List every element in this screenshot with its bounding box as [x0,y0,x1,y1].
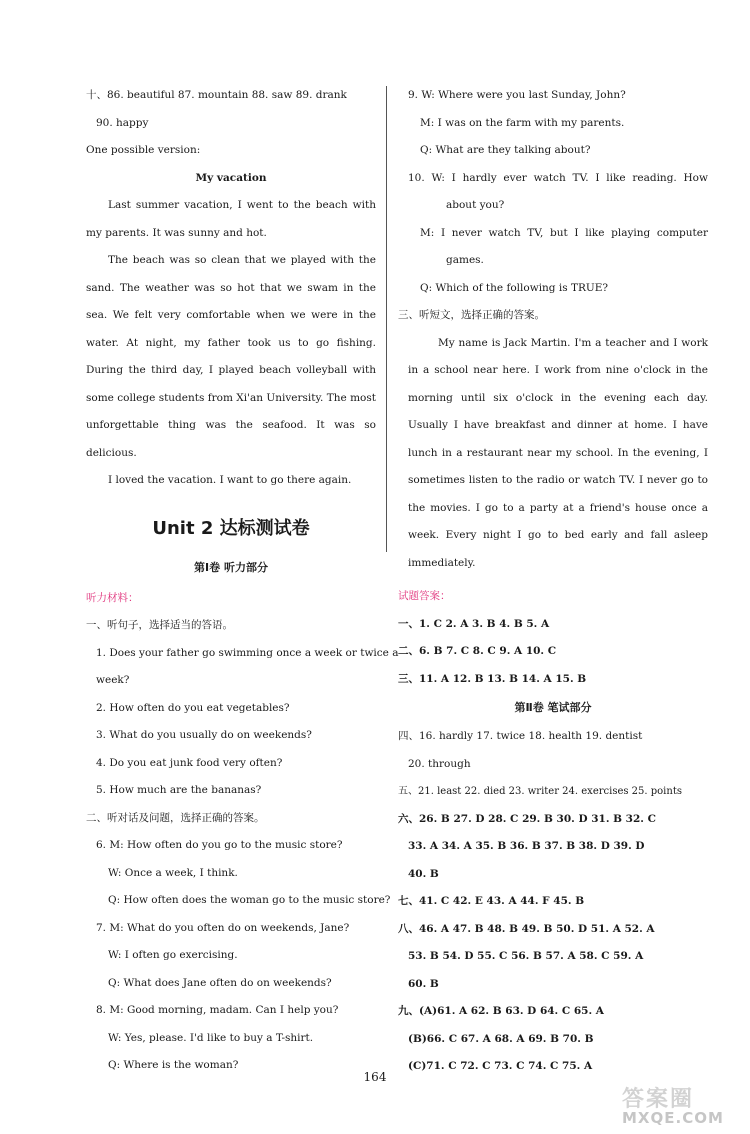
answers-section-6c: 40. B [408,867,439,880]
watermark-bottom: MXQE.COM [622,1109,724,1127]
section3-title: 三、听短文，选择正确的答案。 [398,309,545,321]
watermark-logo [622,1082,742,1130]
question-6-man: 6. M: How often do you go to the music store? [96,839,343,851]
question-7-man: 7. M: What do you often do on weekends, Jane? [96,921,350,934]
question-10-woman-b: about you? [446,199,505,211]
essay-paragraph-2: The beach was so clean that we played with the sand. The weather was so hot that we swam in the sea. We felt very comfortable when we were in the water. At night, my father took us to go fishing. During the third day, I played beach volleyball with some college students from Xi'an University. The most unforgettable thing was the seafood. It was so delicious. [86,254,376,459]
answers-section-9b: (B)66. C 67. A 68. A 69. B 70. B [408,1032,594,1045]
possible-version-label: One possible version: [86,144,201,156]
question-10-question: Q: Which of the following is TRUE? [420,281,609,294]
part2-title: 第Ⅱ卷 笔试部分 [514,701,592,714]
answers-section-8c: 60. B [408,977,439,990]
watermark-top: 答案圈 [622,1087,695,1112]
answers-section-6a: 六、26. B 27. D 28. C 29. B 30. D 31. B 32. C [398,812,656,825]
question-6-woman: W: Once a week, I think. [108,866,238,879]
part1-title: 第Ⅰ卷 听力部分 [194,560,268,574]
question-4: 4. Do you eat junk food very often? [96,756,283,769]
answers-section-5: 五、21. least 22. died 23. writer 24. exercises 25. points [398,786,682,797]
listening-passage: My name is Jack Martin. I'm a teacher and I work in a school near here. I work from nine o'clock in the morning until six o'clock in the evening each day. Usually I have breakfast and dinner at home. I have lunch in a restaurant near my school. In the evening, I sometimes listen to the radio or watch TV. I never go to the movies. I go to a party at a friend's house once a week. Every night I go to bed early and fall asleep immediately. [408,336,708,569]
answers-section-3: 三、11. A 12. B 13. B 14. A 15. B [398,672,587,685]
answers-ten-line1: 十、86. beautiful 87. mountain 88. saw 89. drank [86,89,347,101]
question-9-woman: 9. W: Where were you last Sunday, John? [408,89,626,101]
answers-label: 试题答案： [398,590,451,602]
column-divider [386,86,387,552]
question-1b: week? [96,674,130,686]
question-7-woman: W: I often go exercising. [108,949,238,961]
unit-title: Unit 2 达标测试卷 [152,517,310,539]
question-8-question: Q: Where is the woman? [108,1059,239,1071]
answers-section-9a: 九、(A)61. A 62. B 63. D 64. C 65. A [398,1005,604,1017]
essay-title: My vacation [195,171,267,184]
listening-material-label: 听力材料： [86,591,139,604]
question-1a: 1. Does your father go swimming once a week or twice a [96,646,399,659]
answers-section-6b: 33. A 34. A 35. B 36. B 37. B 38. D 39. D [408,840,645,852]
question-8-woman: W: Yes, please. I'd like to buy a T-shirt. [108,1031,314,1044]
answers-section-4b: 20. through [408,757,471,770]
answers-section-1: 一、1. C 2. A 3. B 4. B 5. A [398,617,550,630]
answers-section-8a: 八、46. A 47. B 48. B 49. B 50. D 51. A 52. A [398,922,655,935]
question-6-question: Q: How often does the woman go to the music store? [108,894,391,906]
answers-section-9c: (C)71. C 72. C 73. C 74. C 75. A [408,1060,593,1072]
right-column [398,82,708,1081]
question-8-man: 8. M: Good morning, madam. Can I help you? [96,1004,339,1016]
answers-section-2: 二、6. B 7. C 8. C 9. A 10. C [398,645,557,657]
answers-section-4a: 四、16. hardly 17. twice 18. health 19. dentist [398,730,643,742]
essay-paragraph-1: Last summer vacation, I went to the beach with my parents. It was sunny and hot. [86,199,376,239]
question-10-man-a: M: I never watch TV, but I like playing computer [420,226,708,239]
question-2: 2. How often do you eat vegetables? [96,701,290,714]
page-number: 164 [363,1070,387,1084]
answers-section-7: 七、41. C 42. E 43. A 44. F 45. B [398,895,585,907]
answers-section-8b: 53. B 54. D 55. C 56. B 57. A 58. C 59. A [408,950,644,962]
question-7-question: Q: What does Jane often do on weekends? [108,976,332,989]
question-9-question: Q: What are they talking about? [420,144,591,156]
question-10-woman-a: 10. W: I hardly ever watch TV. I like reading. How [408,171,708,184]
answers-ten-line2: 90. happy [96,116,149,129]
question-3: 3. What do you usually do on weekends? [96,729,312,741]
question-10-man-b: games. [446,254,484,266]
question-9-man: M: I was on the farm with my parents. [420,116,625,129]
essay-paragraph-3: I loved the vacation. I want to go there again. [108,474,352,486]
question-5: 5. How much are the bananas? [96,784,262,796]
section1-title: 一、听句子，选择适当的答语。 [86,619,233,631]
section2-title: 二、听对话及问题，选择正确的答案。 [86,811,265,824]
